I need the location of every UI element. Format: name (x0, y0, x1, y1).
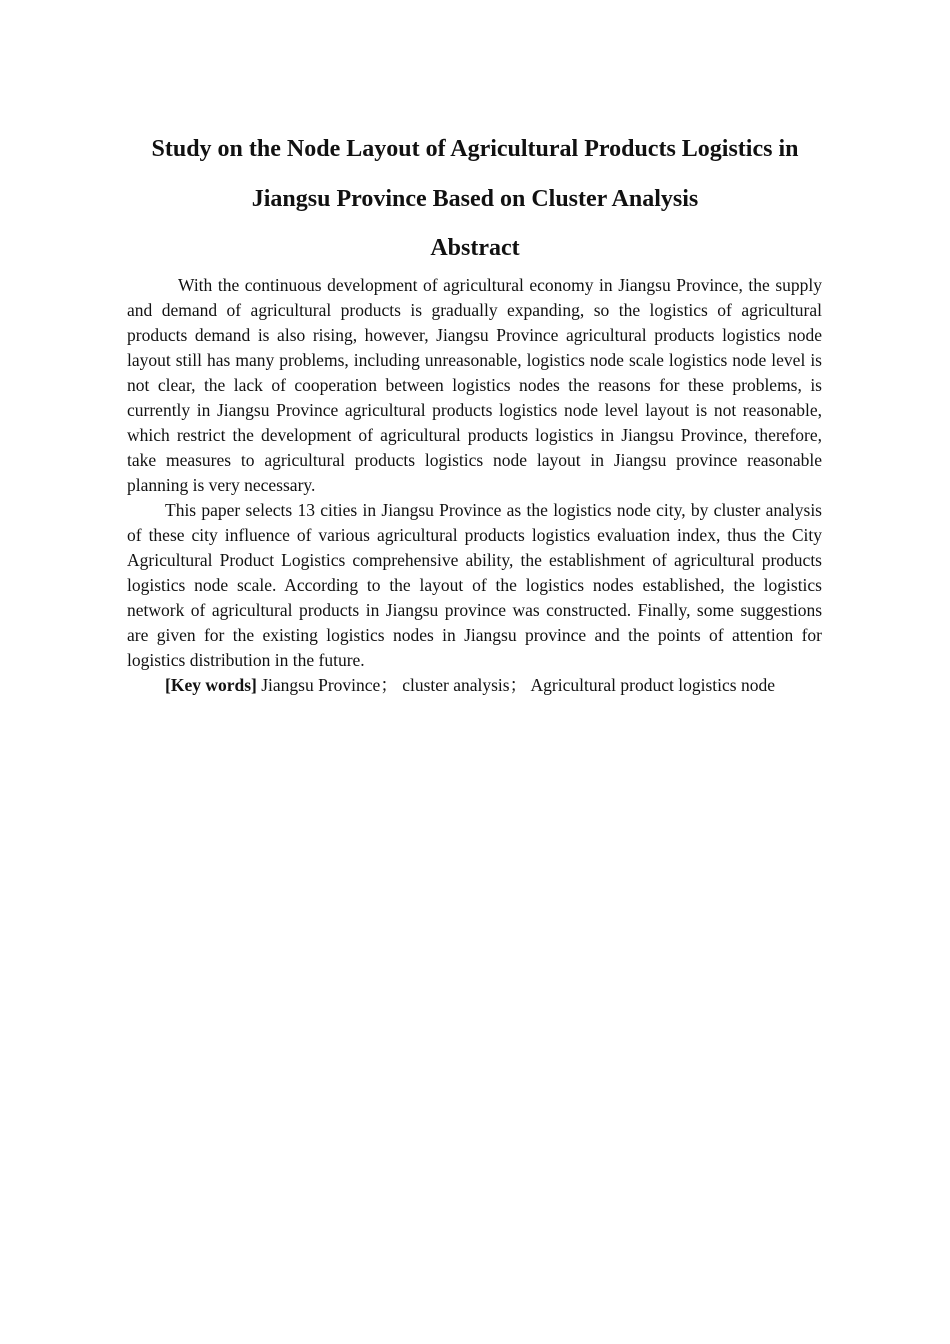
keywords-label: [Key words] (165, 675, 257, 695)
abstract-paragraph-1: With the continuous development of agricultural economy in Jiangsu Province, the supply and demand of agricultural products is gradually expanding, so the logistics of agricultural products demand is also rising, however, Jiangsu Province agricultural products logistics node layout still has many problems, including unreasonable, logistics node scale logistics node level is not clear, the lack of cooperation between logistics nodes the reasons for these problems, is currently in Jiangsu Province agricultural products logistics node level layout is not reasonable, which restrict the development of agricultural products logistics in Jiangsu Province, therefore, take measures to agricultural products logistics node layout in Jiangsu province reasonable planning is very necessary. (127, 275, 822, 495)
abstract-body (127, 273, 822, 698)
keywords-paragraph (127, 673, 822, 698)
abstract-paragraph-2: This paper selects 13 cities in Jiangsu Province as the logistics node city, by cluster analysis of these city influence of various agricultural products logistics evaluation index, thus the City Agricultural Product Logistics comprehensive ability, the establishment of agricultural products logistics node scale. According to the layout of the logistics nodes established, the logistics network of agricultural products in Jiangsu province was constructed. Finally, some suggestions are given for the existing logistics nodes in Jiangsu province and the points of attention for logistics distribution in the future. (127, 500, 822, 670)
paper-title-line-2: Jiangsu Province Based on Cluster Analysis (251, 186, 699, 212)
abstract-heading: Abstract (430, 235, 520, 261)
keywords-text: Jiangsu Province； cluster analysis； Agricultural product logistics node (256, 675, 775, 695)
paper-title-line-1: Study on the Node Layout of Agricultural Products Logistics in (151, 136, 799, 162)
